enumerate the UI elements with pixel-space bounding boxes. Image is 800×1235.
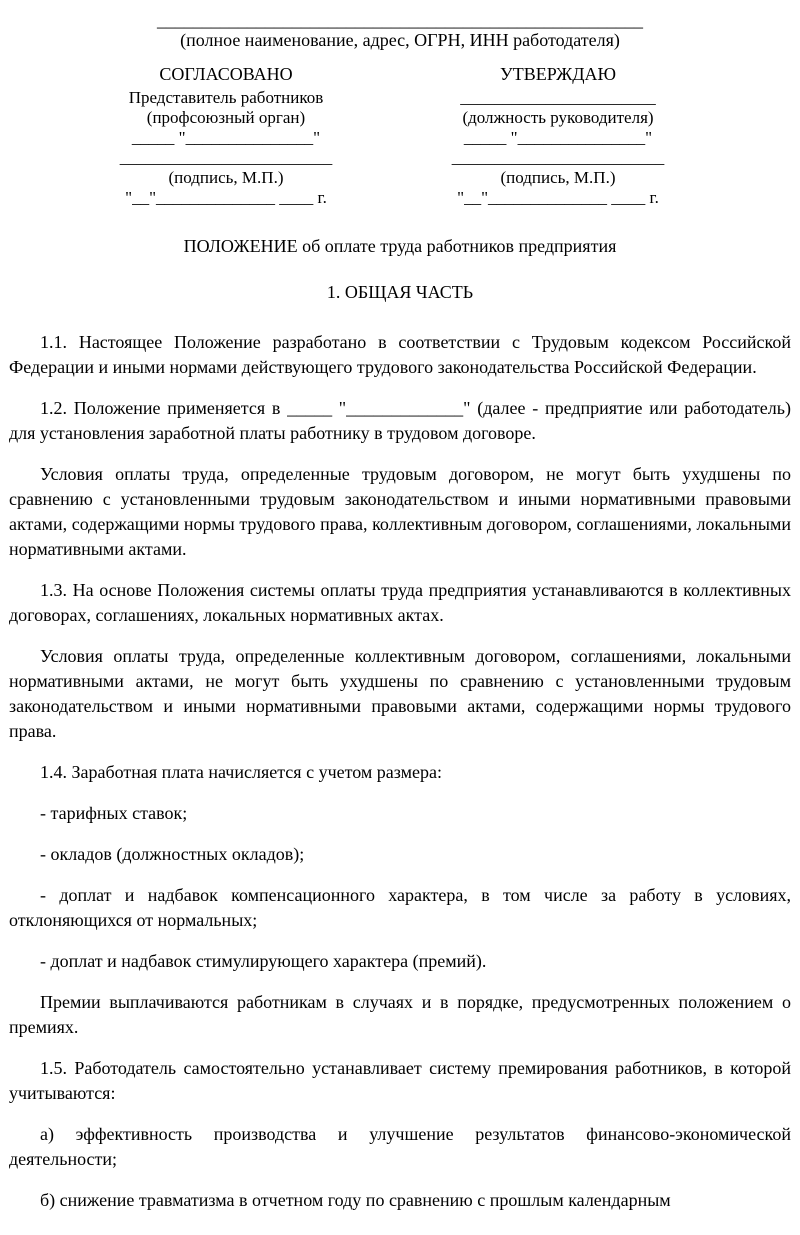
approval-block-agreed [97,64,355,208]
paragraph: 1.5. Работодатель самостоятельно устанавливает систему премирования работников, в которой учитываются: [9,1058,791,1103]
section-heading: 1. ОБЩАЯ ЧАСТЬ [326,282,474,302]
approval-section [9,64,791,208]
paragraph: б) снижение травматизма в отчетном году по сравнению с прошлым календарным [40,1190,671,1210]
document-body [9,330,791,1213]
paragraph: 1.4. Заработная плата начисляется с учетом размера: [40,762,443,782]
paragraph: - окладов (должностных окладов); [40,844,305,864]
signature-line: _____ "_______________" [131,128,321,147]
signature-line: (подпись, М.П.) [168,168,284,187]
signature-line: _____ "_______________" [463,128,653,147]
signature-line: (подпись, М.П.) [500,168,616,187]
signature-line: "__"______________ ____ г. [125,188,327,207]
signature-line: Представитель работников [128,88,324,107]
approved-signature-lines [429,88,687,208]
employer-name-blank-line: ______________________________________________________ [157,10,643,30]
signature-line: _________________________ [119,148,333,167]
paragraph: Условия оплаты труда, определенные коллективным договором, соглашениями, локальными нормативными актами, не могут быть ухудшены по сравнению с установленными трудовым законодательством и иными нормативными правовыми актами, содержащими нормы трудового права. [9,646,791,741]
paragraph: - доплат и надбавок компенсационного характера, в том числе за работу в условиях, отклоняющихся от нормальных; [9,885,791,930]
agreed-title: СОГЛАСОВАНО [159,64,293,84]
paragraph: а) эффективность производства и улучшение результатов финансово-экономической деятельности; [9,1124,791,1169]
document-title: ПОЛОЖЕНИЕ об оплате труда работников предприятия [183,236,617,256]
signature-line: _______________________ [460,88,656,107]
paragraph: - тарифных ставок; [40,803,188,823]
signature-line: "__"______________ ____ г. [457,188,659,207]
signature-line: (должность руководителя) [462,108,654,127]
paragraph: - доплат и надбавок стимулирующего характера (премий). [40,951,487,971]
signature-line: (профсоюзный орган) [146,108,306,127]
paragraph: 1.2. Положение применяется в _____ "_____________" (далее - предприятие или работодатель) для установления заработной платы работнику в трудовом договоре. [9,398,791,443]
paragraph: Премии выплачиваются работникам в случаях и в порядке, предусмотренных положением о премиях. [9,992,791,1037]
employer-name-caption: (полное наименование, адрес, ОГРН, ИНН работодателя) [180,30,620,50]
paragraph: 1.3. На основе Положения системы оплаты труда предприятия устанавливаются в коллективных договорах, соглашениях, локальных нормативных актах. [9,580,791,625]
agreed-signature-lines [97,88,355,208]
paragraph: 1.1. Настоящее Положение разработано в соответствии с Трудовым кодексом Российской Федерации и иными нормами действующего трудового законодательства Российской Федерации. [9,332,791,377]
approved-title: УТВЕРЖДАЮ [499,64,617,84]
paragraph: Условия оплаты труда, определенные трудовым договором, не могут быть ухудшены по сравнению с установленными трудовым законодательством и иными нормативными правовыми актами, содержащими нормы трудового права, коллективным договором, соглашениями, локальными нормативными актами. [9,464,791,559]
signature-line: _________________________ [451,148,665,167]
approval-block-approved [429,64,687,208]
